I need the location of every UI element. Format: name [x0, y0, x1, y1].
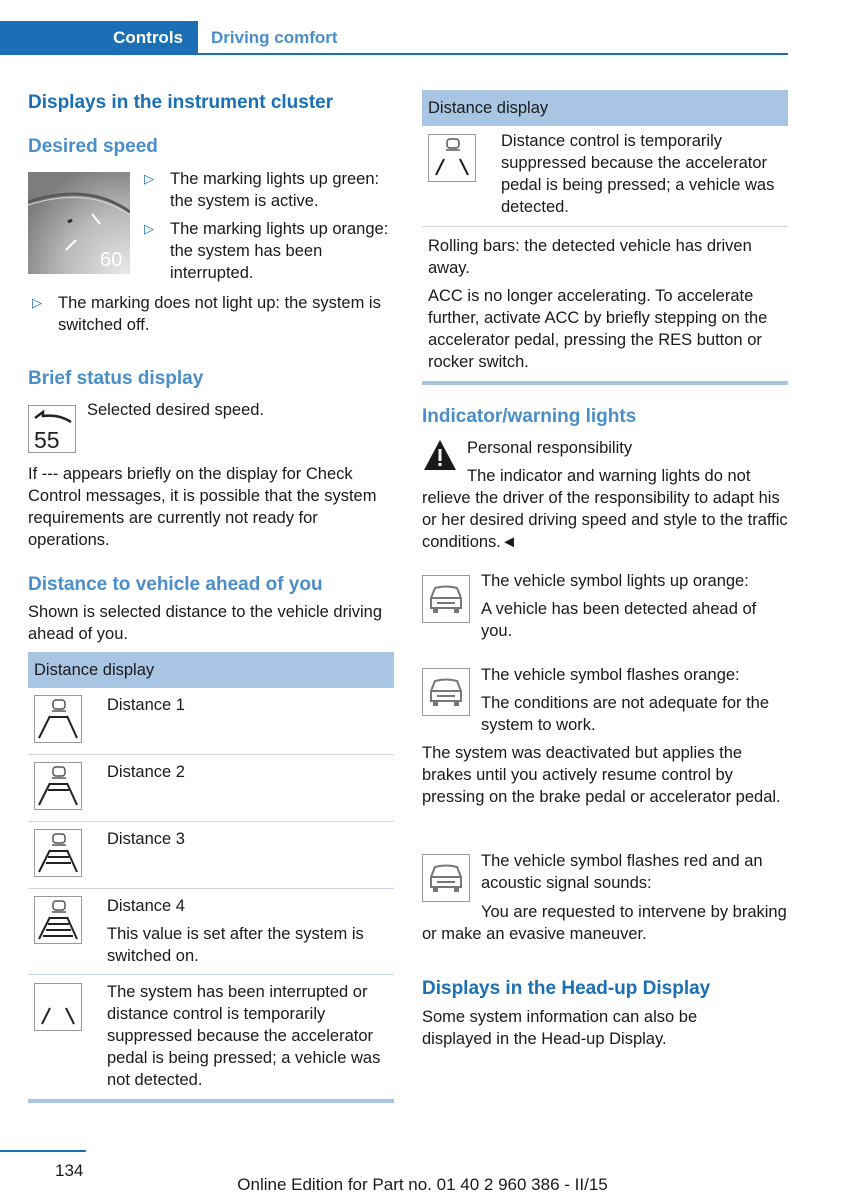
warning-text: The indicator and warning lights do not relieve the driver of the responsibility to adapt his or her desired driving speed and style to the traffic conditions.◄: [422, 467, 788, 551]
table-row: [28, 975, 394, 1099]
page-number: 134: [55, 1161, 84, 1180]
table-cell: Distance control is temporarily suppressed because the accelerator pedal is being pressed; a vehicle was detected.: [501, 132, 775, 216]
acc-text: ACC is no longer accelerating. To accelerate further, activate ACC by briefly stepping on the accelerator pedal, pressing the RES button or rocker switch.: [428, 287, 768, 371]
heading-distance: Distance to vehicle ahead of you: [28, 574, 323, 595]
header-section: Controls: [0, 21, 198, 54]
heading-hud: Displays in the Head-up Display: [422, 978, 711, 999]
brief-status-text: Selected desired speed.: [87, 401, 265, 419]
table-cell: Distance 3: [107, 830, 185, 848]
indicator-item-line1: The vehicle symbol lights up orange:: [481, 572, 749, 590]
indicator-item-line2: A vehicle has been detected ahead of you.: [481, 600, 757, 640]
table-row: [28, 688, 394, 755]
distance-table: [28, 652, 394, 1103]
bullet-item: ▷ The marking does not light up: the system is switched off.: [32, 294, 381, 334]
distance-suppressed-vehicle-icon: [428, 134, 476, 182]
distance-2-icon: [34, 762, 82, 810]
vehicle-flashing-red-icon: [422, 854, 470, 902]
deactivated-paragraph: The system was deactivated but applies the brakes until you actively resume control by pressing on the brake pedal or accelerator pedal.: [422, 744, 781, 806]
bullet-marker-icon: ▷: [144, 171, 154, 186]
heading-desired-speed: Desired speed: [28, 136, 158, 157]
table-cell: The system has been interrupted or distance control is temporarily suppressed because the accelerator pedal is being pressed; a vehicle was not detected.: [107, 983, 381, 1089]
table-header: Distance display: [422, 90, 788, 126]
red-warning-line1: The vehicle symbol flashes red and an acoustic signal sounds:: [481, 852, 763, 892]
bullet-marker-icon: ▷: [32, 295, 42, 310]
footer-edition: Online Edition for Part no. 01 40 2 960 386 - II/15: [237, 1175, 608, 1194]
table-row: [28, 755, 394, 822]
distance-4-icon: [34, 896, 82, 944]
header-subsection: Driving comfort: [211, 28, 338, 47]
hud-paragraph: Some system information can also be displayed in the Head-up Display.: [422, 1008, 698, 1048]
vehicle-detected-icon: [422, 575, 470, 623]
table-row: [422, 126, 788, 227]
table-end-rule: [28, 1099, 394, 1103]
distance-paragraph: Shown is selected distance to the vehicle driving ahead of you.: [28, 603, 383, 643]
red-warning-line2: You are requested to intervene by braking or make an evasive maneuver.: [422, 903, 787, 943]
footer-rule: [0, 1150, 86, 1152]
set-speed-number: 55: [34, 427, 60, 452]
table-end-rule: [422, 381, 788, 385]
table-cell-note: This value is set after the system is switched on.: [107, 925, 364, 965]
vehicle-flashing-orange-icon: [422, 668, 470, 716]
table-row: [28, 889, 394, 975]
distance-1-icon: [34, 695, 82, 743]
indicator-item-line1: The vehicle symbol flashes orange:: [481, 666, 740, 684]
heading-indicator-lights: Indicator/warning lights: [422, 406, 637, 427]
heading-instrument-cluster: Displays in the instrument cluster: [28, 92, 334, 113]
bullet-item: ▷ The marking lights up green: the system is active.: [144, 170, 380, 210]
indicator-item-line2: The conditions are not adequate for the system to work.: [481, 694, 770, 734]
warning-title: Personal responsibility: [467, 439, 633, 457]
table-header: Distance display: [28, 652, 394, 688]
table-row: [28, 822, 394, 889]
table-cell: Distance 4: [107, 897, 185, 915]
distance-3-icon: [34, 829, 82, 877]
brief-status-paragraph: If --- appears briefly on the display for Check Control messages, it is possible that the system requirements are currently not ready for operations.: [28, 465, 377, 549]
table-cell: Distance 1: [107, 696, 185, 714]
table-cell: Distance 2: [107, 763, 185, 781]
set-speed-icon: [28, 405, 76, 453]
distance-table-continued: [422, 90, 788, 385]
page-header: [0, 21, 788, 55]
heading-brief-status: Brief status display: [28, 368, 204, 389]
speedometer-gauge-image: [28, 172, 130, 274]
bullet-item: ▷ The marking lights up orange: the system has been interrupted.: [144, 220, 389, 282]
gauge-label: 60: [100, 249, 123, 271]
bullet-marker-icon: ▷: [144, 221, 154, 236]
rolling-bars-text: Rolling bars: the detected vehicle has driven away.: [428, 237, 752, 277]
distance-interrupted-icon: [34, 983, 82, 1031]
